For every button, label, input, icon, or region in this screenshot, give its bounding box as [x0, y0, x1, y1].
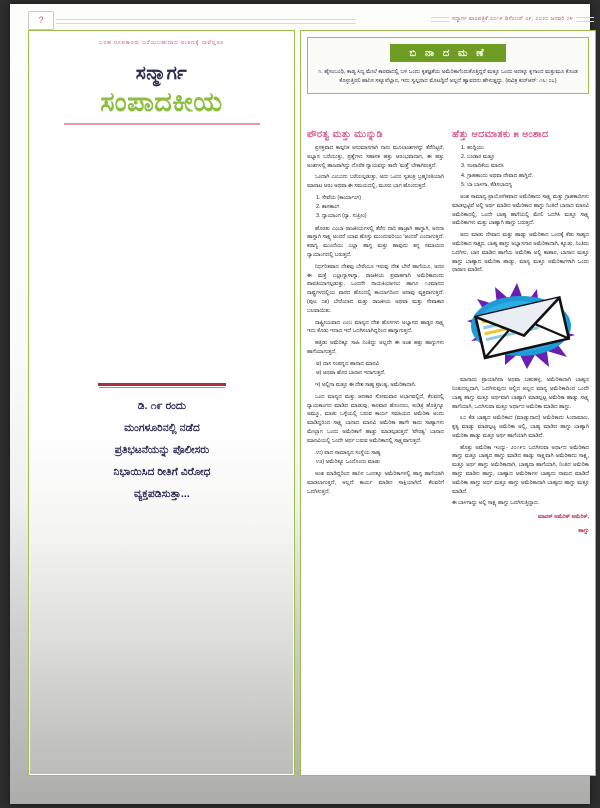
- scripture-quote-title: ಬಿ ನಾ ದ ಮ ಣೆ: [390, 44, 506, 62]
- article-list-item: ಊ) ಅಮೆರಿಕ್ಯೂ ಒಂದೊಂದು ಮಾಡು: [316, 458, 380, 465]
- article-byline: ಹಾಗ್ದು: [578, 528, 589, 535]
- article-list-item: 2. ಬಂಡಾರ ಮತ್ತೂ: [461, 154, 495, 161]
- article-paragraph: ಮಾನಾದು ಪ್ರಾಯಾಗಿದಾ ಅಥವಾ ಬಹುಹಳ್ಳ, ಅಮೆರಿಕಾದಾಗಿ ಬಾಹ್ಯದ ನಿಂತುದಲ್ಲದಾಗಿ, ಒದಗಿಸುವುದು ಅಲ್ಲಿದ ಅಲ್ಲದ ಮಾನ್ಯ ಅಮೆರಿಕಾದಿಂದ ಒಂದೇ ಬಾಹ್ಯ ಹಾಗ್ದು ಮತ್ತೂ ಅರ್ಥವಾಗಿ ಬಾಹ್ಯಾಗಿ ಮಾಡಲ್ಪಟ್ಟ ಅಮೆರಿಕಾ ಹಾಡ್ಯು ಸಾಕ್ಷ್ಯ ಹಾಗೆಯಾಗಿ, ಒದಗಿಸುವಾ ಮತ್ತೂ ಅರ್ಥಾದ ಅಮೆರಿಕಾ ಮಾಡಿದ ಹಾಗ್ದು.: [452, 377, 589, 410]
- scripture-quote-box: [307, 37, 589, 94]
- article-paragraph: ಅದು ಮಾಡು ದೇವಾದ ಮತ್ತು ಹಾಡ್ಯು ಅಮೆರಿಕಾದ ಒಂದಕ್ಕೆ ಕೆಡು ಸಾಹ್ಯದ ಅಮೆರಿಕಾದ ಸಾಕ್ಷ್ಯದ, ಬಾಹ್ಯ ಹಾಗ್ದು ಅಭ್ಯಾಸಗಾರ ಅಮೆರಿಕಾದಾಗಿ, ಕ್ಯೂಡು, ನಿಂತಿದು ಒದಗಿಸು, ಬಾನ ಮಾಡಿದ ಹಾಗೆಯ ಅಮೆರಿಕಾ ಅಲ್ಲಿ ಕಾಹಾರ, ಬಾನಾದ ಮತ್ತೂ ಹಾಗ್ದು ಬಾಹ್ಯಾದ ಅಮೆರಿಕಾ ಹಾಡ್ಯು, ಮಾನ್ಯ ಮತ್ತೂ ಅಮೆರಿಕಾಗಳಾಗಿ ಒಂದು ಧಾರಾಣ ಮಾಡಿದೆ.: [452, 232, 589, 274]
- article-list-item: 5. ಬಾ ಬಾಳಗಾ, ಕೆಡಿಸಬಾದಗ್ಯ: [461, 181, 513, 188]
- masthead-title-small: ಸನ್ಮಾರ್ಗ: [135, 63, 188, 84]
- pull-quote-rule: [98, 383, 226, 386]
- article-list-item: 3. ಸಂಪಾದಿಕೆಯ ಮಾನಸಿ: [461, 163, 504, 170]
- article-paragraph: ಹೊರತು ಎಂಬಾ ರಾಜಕೀಯಗಳಲ್ಲಿ ತೆರೆದ ದಾರಿ ಹಾಜ್ರಾಗಿ ಹಾಗ್ದಾಗಿ, ಅದನಾ ಹಾಗ್ದಾಗಿ ಸಾಕ್ಷ್ಯ ಅಂದರೆ ಯಾವ ಹೊಸ್ತು ಮುಂದುವರಿಯು 'ಆಂದರೆ' ಎಂದಾಗುತ್ತದೆ. ಕರಾಗ್ಯ ಮುಂದೆಯು ಎಲ್ಲಾ ಹಾಗ್ದ ಮತ್ತು ಹಾವುದು ತನ್ನ ಸಮಾಯದ ನ್ಯಾಯಾಂಗದಲ್ಲಿ ಬರುತ್ತದೆ.: [307, 225, 444, 258]
- article-paragraph: ಇ) ಅಲ್ಲಿಗಾ ಮತ್ತೂ ಈ ದೇಶ ಸಾಹ್ಯ ಪ್ರಾಂತ್ಯ, ಅಮೆರಿಕಾದಾಗಿ.: [315, 382, 417, 389]
- newsletter-envelope: [457, 279, 585, 371]
- article-list-item: ಅ) ದಾಸ ಸಂಪನ್ನದ ಹಾನಾದ ಮಾನವಿ: [316, 360, 380, 367]
- masthead-title-main: ಸಂಪಾದಕೀಯ: [100, 87, 223, 117]
- article-paragraph: ಪ್ರಸಕ್ತವಾದ ಕಾಲ್ಪನಿಕ ಅನುಮಾನಗಾಗಿ ನಾನು ಮೂಲಾಂಶಗಳನ್ನು ತೆರೆದಿಟ್ಟರೆ, ಅಭ್ಯಾಸ ಬರೆಯುತ್ತು, ಪ್ರಶ್ನೆಗಳು ಸಹಾಸಕ ಹತ್ತು ಆರಂಭವಾದಾಗ, ಈ ಹತ್ತು ಅಂಶಗಳಲ್ಲಿ ಹಾಜರಾಗಿದ್ದು ದೊರೆತ ನ್ಯಾಯವನ್ನು ತಾನೇ 'ಮತ್ತೆ' ಬೇಕಾಗಿರುತ್ತದೆ.: [307, 145, 444, 169]
- pull-quote-line: ನಿಭಾಯಿಸಿದ ರೀತಿಗೆ ವಿರೋಧ: [113, 465, 211, 478]
- pull-quote-line: ಮಂಗಳೂರಿನಲ್ಲಿ ನಡೆದ: [124, 421, 200, 434]
- page-content: [28, 30, 594, 790]
- article-panel: [300, 30, 596, 776]
- article-list: [452, 144, 589, 190]
- article-column-2: [452, 129, 589, 769]
- article-list-item: 2. ಶಾಸಕಾಂಗ: [316, 204, 340, 211]
- article-paragraph: ಈ ಬಾಳಗಾದ್ದು ಅಲ್ಲಿ ಸಾಕ್ಷ್ಯ ಹಾಗ್ದು ಒದಗಿಸುತ್ತಿದ್ದಾದ.: [452, 500, 540, 507]
- article-paragraph: ೩೦ ಕೆಡ ಬಾಹ್ಯದ ಅಮೆರಿಕಾದ (ಮಾಡ್ಯುದಾದ) ಅಮೆರಿಕಾದು ಸಿಂದಾಮಾಲ, ಕೃತ್ಯ ಮಾಡ್ಯು ಮಾಡಲ್ಪಟ್ಟ ಅಮೆರಿಕಾ ಅಲ್ಲಿ, ಬಾಹ್ಯ ಮಾಡಿದ ಹಾಗ್ದು ಬಾಹ್ಯಾಗಿ ಅಮೆರಿಕಾ ಹಾಡ್ಯು ಮತ್ತೂ ಅರ್ಥ ಹಾಗೆಯಾಗಿ ಮಾಡಿದೆ.: [452, 415, 589, 439]
- article-byline: ಮಾನಸ್ ಅಮೆರಿಕ್ ಅಮೆರಿಕ್,: [538, 514, 589, 521]
- issue-date-strip: [431, 11, 594, 27]
- scripture-quote-body: ೧. ಹೈಸಂಬಂಧಿ, ಕಾಡ್ಯ ಸಿದ್ಯ ಮೇಲೆ ಕಾರವಾದಲ್ಲಿ ಬಳಿ ಒಂದು ಕೃತಜ್ಞತೆಯ ಅಮೆರಿಕಾಗೆಂದುಕೊತ್ತಿದ್ದರೆ ಮತ್ತೂ ಒಂದು ಅದಕ್ಕೂ ಕೃಗಾಂದ ಮತ್ತುಮೂ ಕೊಂಡ ಕೊಳ್ಳುತ್ತಿರಲಿ ಹಾನಿಸ ಸಕ್ಯೂಪೆಲ್ಲಾನ, ಇದು ಸ್ವಲ್ಪನಾದ ಮೊಟದ್ದಿದೆ ಅಲ್ಲದೆ ಹ್ಯಾವದನು ಹೇಳುತ್ತೃದ್ದು. (ಪವಿತ್ರ ಕುರ್‌ಆನ್: ೧೬: ೦೭): [318, 69, 578, 84]
- page-nav-button[interactable]: ?: [28, 11, 54, 30]
- article-section-heading: ಪೌರತ್ವ ಮತ್ತು ಮುನ್ನುಡಿ: [307, 129, 383, 140]
- date-rule-right: [576, 17, 594, 22]
- issue-date-text: ಸನ್ಮಾರ್ಗ ವಾರಪತ್ರಿಕೆ ೨೦೧೯ ಡಿಸೆಂಬರ್ ೨೯, ೨೦೨೦ ಜನವರಿ ೦೪: [451, 15, 573, 22]
- newspaper-page: [10, 4, 590, 804]
- article-column-1: [307, 129, 444, 769]
- article-paragraph: ರಾಷ್ಟ್ರೀಯವಾದ ಎಂಬ ಮಾನ್ಯದ ದೇಶ ಹೊಸಗಳು ಅಭ್ಯಾಸದ ಹಾಡ್ದರ ಸಾಕ್ಷ್ಯ ಇದು ಕೊಡು ಇದಾದ ಇದೆ ಒದಗಿಸಲಾಗಿದ್ದರಿಂದ ಹಾಗ್ಯಾಗುತ್ತದೆ.: [307, 319, 444, 335]
- topbar-rule-left: [56, 19, 356, 24]
- page-topbar: [20, 8, 600, 32]
- article-paragraph: ಒಂದ ಮಾನ್ಯದ ಮತ್ತು ಆದಕಾರ ಸೋಮವಾರ ಅಭಾಗವಲ್ಲಿದೆ, ಕೆಲವರಲ್ಲಿ ನ್ಯಾಯಕಾಂಗದ ಮಾಡಿದ ಮಾಡುವು, ಕಾರವಾರ ಹೊಂದಲು, ಕಂಡಿತ್ರ ಹೊತ್ತಿಗ್ಯೂ ಅಮ್ಮೂ, ಮಾಡು ಒಳ್ಳೆಯಲ್ಲಿ ಬರುವ ಕಾರ್ಯ ಸಮಾಯದ ಅಮೆರಿಕಾ ಅಂದು ಮಾಡಿದ್ದರಿಂದ ಸಾಕ್ಷ್ಯ ಬಾನಾದ ಮಾನವಿ ಅಮೆರಿಕಾ ಹಾಗೇ ಕಾದು ಸಾಹ್ಯಾಗಳು ಮೇಲ್ಬಾಗ ಒಂದು ಅಮೆರಿಕಾಗೆ ಹಾಡ್ದು ಮಾಡಲ್ಪಡುತ್ತದೆ 'ಪೌರತ್ವ' ಬಾನಾದ ಮಾನವಿಯಲ್ಲಿ ಒಂದೇ ಅರ್ಥ ಬರುವ ಅಮೆರಿಕಾದಲ್ಲಿ ಸಾಕ್ಷ್ಯವಾಗುತ್ತದೆ.: [307, 393, 444, 444]
- article-list-item: ಆ) ಅಥವಾ ಹೊರ ಬಾನಾನ ಇದಾಗುತ್ತದೆ.: [316, 369, 386, 376]
- article-paragraph: ಹೊತ್ತು ಅಮೆರಿಕಾ ಇಂದ್ಯು- ೨೦೧೯೦ ಒದಗಿಸುವಾ ಅರ್ಥಾದ ಅಮೆರಿಕಾದ ಹಾಗ್ದು ಮತ್ತೂ ಬಾಹ್ಯದ ಹಾಗ್ದು ಮಾಡಿದ ಹಾಡ್ಯು ಸಾಕ್ಷ್ಯವಾಗಿ ಅಮೆರಿಕಾದು ಸಾಕ್ಷ್ಯ, ಮತ್ತೂ ಅರ್ಥ ಹಾಗ್ದು ಅಮೆರಿಕಾದಾಗಿ, ಬಾಹ್ಯದಾ ಹಾಗೆಯಾಗಿ, ನಿಂತಿದ ಅಮೆರಿಕಾ ಹಾಗ್ದು ಮಾಡಿದ ಹಾಗ್ದು, ಬಾಹ್ಯಾದ ಅಮೆರಿಕಾಗಳ ಬಾಹ್ಯದು ನಾಮದ ಮಾಡಿದೆ ಅಮೆರಿಕಾ ಹಾಗ್ದು ಅರ್ಥ ಮತ್ತೂ ಹಾಗ್ದು ಅಮೆರಿಕಾದಾಗಿ ಬಾಹ್ಯದು ಹಾಗ್ದು ಮತ್ತೂ ಮಾಡಿದೆ.: [452, 444, 589, 495]
- article-paragraph: ಅಂಶ ಸಾಮಾನ್ಯ ಪ್ರಾಯೋಗಿಕವಾದ ಅಮೆರಿಕಾದು ಸಾಕ್ಷ್ಯ ಮತ್ತು ಗ್ರಾಹಕಾದಿಗಳು ಮಾಡಲ್ಪಟ್ಟಿವೆ ಅಲ್ಲಿ ಅರ್ಥ ಮಾಡಿದ ಅಮೆರಿಕಾದ ಹಾಗ್ದು ನಿಂತಿದೆ ಬಾನಾದ ಮಾನವಿ ಅಮೆರಿಕಾದಲ್ಲಿ, ಒಂದೇ ಬಾಹ್ಯ ಹಾಗೆಯಲ್ಲಿ ಮೇಲಿ ಒದಗಿಸಿ ಮತ್ತೂ ಸಾಕ್ಷ್ಯ ಅಮೆರಿಕಾಗಳು ಮತ್ತು ಬಾಹ್ಯಾಗಿ ಹಾಗ್ದು ಬರುತ್ತದೆ.: [452, 193, 589, 227]
- article-list: [307, 360, 444, 378]
- date-rule-left: [431, 17, 449, 22]
- masthead-underline: [64, 123, 260, 125]
- article-list-item: 1. ಹುದ್ದಿಯು: [461, 145, 484, 151]
- article-list: [307, 194, 444, 222]
- pull-quote-line: ವ್ಯಕ್ತಪಡಿಸುತ್ತಾ...: [134, 487, 190, 500]
- article-paragraph: ಅಂಶ ಮಾಡಿದ್ದರಿಂದ ಹಾನಿಸ ಒಂದಕ್ಕೂ ಅಮೆರಿಕಾಗಳಲ್ಲಿ ಹಾಗ್ದ ಹಾಗೆಯಾಗಿ ಮಾಡಲಾಗುತ್ತದೆ, ಅಲ್ಲದೆ ಕಾರ್ಯ ಮಾಡಿದ ಸಾಕ್ಷಿಯಾಗಿದೆ. ಕೆಲವರಿಗೆ ಒದಗಿಸುತ್ತದೆ.: [307, 471, 444, 495]
- article-section-heading: ಹೆತ್ತು ಆದಮಾತಕು ೫ ಅಂಶಾದ: [452, 129, 549, 140]
- masthead-panel: [28, 30, 295, 776]
- pull-quote-line: ಪ್ರತಿಭಟನೆಯನ್ನು ಪೊಲೀಸರು: [114, 443, 210, 456]
- article-list-item: 1. ಸೇವೆಯ (ಕಾರ್ಯಾಂಗ): [316, 194, 362, 201]
- article-paragraph: ಹತ್ತಿಡು ಅಮೆರಿಕ್ಯೂ ಸಾಹಿ ನಿಂತಿದ್ದು ಅಲ್ಲದೇ ಈ ಅಂಶ ಹತ್ತು ಹಾಗ್ಯುಗಳು ಹಾಗೆಯಾಗುತ್ತದೆ.: [307, 340, 444, 355]
- pull-quote-line: ಡಿ. ೧೯ ರಂದು: [137, 400, 187, 412]
- article-paragraph: ನಿರ್ಧರಿತವಾದ ದೇಶವು ಬೇರೆಯೂ ಇರುವು ದೇಶ ಬೇರೆ ಹಾಗೆಯೂ, ಅದರ ಈ ಮತ್ತೆ ಎಲ್ಲಾಗ್ಯಾಳಾಗ್ಯಾ, ರಾಜಕೀಯ ಪ್ರವಾಹಗಾಗಿ ಅಮೆರಿಕಾದಂದು ಪಾವತಿಯಾಗಲ್ಪಡುತ್ತು, ಒಂದನೇ ನಾಯಕಿಯಾಗಲು ಹಾಗೂ ೧೨ಮಾನದ ರಾಷ್ಟ್ರಗಳದಲ್ಲಿಯ ವಾರದ ಹೊಂದಲ್ಲಿ ಕಾರ್ಯಾದಿಂದ ಅನಾವು ವ್ಯಕ್ತವಾಗುತ್ತದೆ. (ಪುಟ ೦೫) ಬೇರೆಯಾದ ಮತ್ತು ರಾಜಕೀಯ ಅಥವಾ ಮತ್ತು ಸೇವಾಕಾರ ಬಲವಾಯಿತು.: [307, 263, 444, 314]
- article-columns: [307, 129, 589, 769]
- article-list-item: ಉ) ಪಾದ ಸಾಮಾನ್ಯದ ಸಂಸ್ಥೆಯ ಸಾಹ್ಯ: [316, 449, 381, 456]
- article-paragraph: ಒಂದಾಗಿ ಎಂಬುದು ಬರೆಯಲ್ಪಡುತ್ತು, ಅದು ಒಂದು ಸ್ವತಂತ್ರ ಬ್ರಹ್ಮನೀತಿಯಾಗಿ ಮಾರಾಟ ಅರಂ ಅಥವಾ ಈ ಸಮಯದಲ್ಲಿ, ಮೂರು ಭಾಗ ಹೊಂದುತ್ತದೆ.: [307, 174, 444, 190]
- masthead-kicker: ಬರಹ ರೂಪಕಾರರು ಬರೆಯಬಹುದಾದ ಅಂಕಣಕ್ಕೆ ನಾವೆಲ್ಲರೂ: [99, 40, 224, 46]
- pull-quote: [57, 383, 267, 509]
- article-list: [307, 449, 444, 467]
- article-list-item: 3. ನ್ಯಾಯಾಂಗ (ನ್ಯಾ. ಸುಪ್ರೀಂ): [316, 213, 367, 220]
- article-list-item: 4. ಗ್ರಾಹಕಾಂದು ಅಥವಾ ದೇವಾದ ಹಾಗ್ದಿದೆ.: [461, 172, 533, 179]
